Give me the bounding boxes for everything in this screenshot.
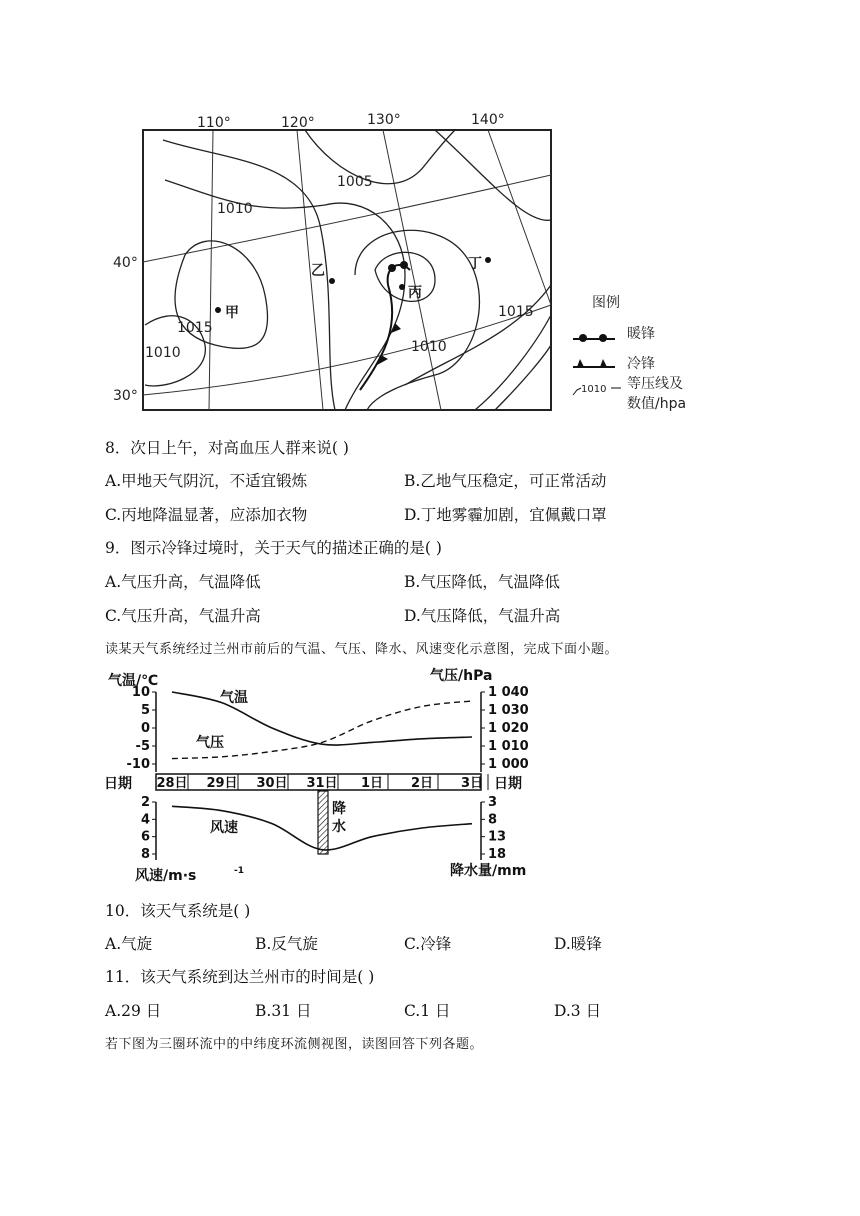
option-9d[interactable]: D.气压降低，气温升高 (404, 607, 561, 625)
legend-isobar-label: 数值/hpa (627, 396, 687, 412)
question-8-stem: 8．次日上午，对高血压人群来说( ) (105, 439, 349, 457)
option-11c[interactable]: C.1 日 (404, 1002, 451, 1020)
date-axis-label-right: 日期 (494, 776, 522, 792)
place-label-bing: 丙 (408, 285, 422, 301)
meridian-110 (209, 130, 213, 410)
bar-label-char2: 水 (332, 819, 346, 835)
axis-tick-label: 18 (488, 847, 507, 862)
precip-axis-label: 降水量/mm (450, 863, 527, 879)
legend-title: 图例 (592, 295, 620, 311)
option-9c[interactable]: C.气压升高，气温升高 (105, 607, 261, 625)
legend-warm-symbol (579, 334, 587, 342)
weather-chart (100, 660, 550, 885)
point-yi (329, 278, 335, 284)
precipitation-bar (318, 791, 328, 854)
axis-tick-label: 10 (131, 685, 150, 700)
option-10a[interactable]: A.气旋 (105, 935, 153, 953)
intro-paragraph-2: 读某天气系统经过兰州市前后的气温、气压、降水、风速变化示意图，完成下面小题。 (105, 642, 619, 657)
axis-tick-label: 4 (140, 812, 150, 828)
legend-cold-symbol (577, 359, 584, 367)
legend-isobar-label: 等压线及 (627, 376, 683, 392)
legend-cold-symbol (600, 359, 607, 367)
axis-tick-label: 2 (140, 795, 150, 810)
option-11b[interactable]: B.31 日 (255, 1002, 312, 1020)
lat-label: 30° (113, 388, 138, 404)
weather-map (105, 105, 715, 420)
lat-label: 40° (113, 255, 138, 271)
legend-cold-label: 冷锋 (627, 356, 655, 372)
axis-tick-label: 5 (140, 703, 150, 718)
axis-tick-label: -10 (126, 757, 150, 772)
point-ding (485, 257, 491, 263)
axis-tick-label: 13 (488, 829, 507, 845)
series-label-temp: 气温 (220, 690, 248, 706)
lon-label: 140° (471, 112, 505, 128)
question-9-stem: 9．图示冷锋过境时，关于天气的描述正确的是( ) (105, 539, 442, 557)
axis-tick-label: -5 (135, 739, 150, 754)
isobar-value: 1015 (177, 320, 213, 336)
axis-tick-label: 3 (488, 795, 498, 810)
legend-isobar-line (573, 388, 581, 395)
option-8b[interactable]: B.乙地气压稳定，可正常活动 (404, 472, 607, 490)
legend-warm-label: 暖锋 (627, 326, 655, 342)
place-label-jia: 甲 (225, 305, 239, 321)
place-label-ding: 丁 (468, 256, 482, 272)
option-11a[interactable]: A.29 日 (105, 1002, 162, 1020)
date-tick-label: 31日 (306, 776, 338, 791)
axis-tick-label: 1 040 (488, 685, 529, 700)
intro-paragraph-3: 若下图为三圈环流中的中纬度环流侧视图，读图回答下列各题。 (105, 1037, 484, 1052)
wind-axis-superscript: -1 (234, 866, 244, 876)
warm-front-symbol (400, 261, 408, 269)
date-tick-label: 1日 (360, 776, 384, 791)
question-11-stem: 11．该天气系统到达兰州市的时间是( ) (105, 968, 375, 986)
option-10b[interactable]: B.反气旋 (255, 935, 318, 953)
lon-label: 110° (197, 115, 231, 131)
date-tick-label: 3日 (460, 776, 484, 791)
option-11d[interactable]: D.3 日 (554, 1002, 602, 1020)
isobar-value: 1015 (498, 304, 534, 320)
isobars (145, 130, 551, 410)
axis-tick-label: 1 020 (488, 721, 529, 736)
wind-axis-label: 风速/m·s (135, 868, 197, 884)
map-frame (143, 130, 551, 410)
isobar-value: 1010 (145, 345, 181, 361)
axis-tick-label: 1 030 (488, 703, 529, 718)
isobar-value: 1010 (411, 339, 447, 355)
axis-tick-label: 0 (140, 721, 150, 736)
weather-chart-svg (100, 660, 550, 885)
legend-warm-symbol (599, 334, 607, 342)
option-8a[interactable]: A.甲地天气阴沉，不适宜锻炼 (105, 472, 308, 490)
axis-tick-label: 8 (488, 812, 498, 828)
lon-label: 120° (281, 115, 315, 131)
temp-axis-label: 气温/℃ (108, 673, 159, 689)
bar-label-char1: 降 (332, 801, 346, 817)
meridian-140 (488, 130, 551, 305)
axis-tick-label: 1 000 (488, 757, 529, 772)
point-bing (399, 284, 405, 290)
axis-tick-label: 6 (140, 829, 150, 845)
option-8d[interactable]: D.丁地雾霾加剧，宜佩戴口罩 (404, 506, 607, 524)
isobar-value: 1010 (217, 201, 253, 217)
cold-front-symbol (391, 323, 401, 333)
date-tick-label: 29日 (206, 776, 238, 791)
lon-label: 130° (367, 112, 401, 128)
series-label-wind: 风速 (210, 820, 238, 836)
isobar-value: 1005 (337, 174, 373, 190)
axis-tick-label: 1 010 (488, 739, 529, 754)
date-tick-label: 28日 (156, 776, 188, 791)
option-9a[interactable]: A.气压升高，气温降低 (105, 573, 261, 591)
date-tick-label: 2日 (410, 776, 434, 791)
parallel-30 (143, 305, 551, 395)
date-axis-label-left: 日期 (104, 776, 132, 792)
weather-map-svg (105, 105, 715, 420)
series-label-pressure: 气压 (196, 735, 224, 751)
pressure-axis-label: 气压/hPa (430, 668, 493, 684)
date-tick-label: 30日 (256, 776, 288, 791)
place-label-yi: 乙 (311, 263, 325, 279)
option-10d[interactable]: D.暖锋 (554, 935, 602, 953)
point-jia (215, 307, 221, 313)
legend-isobar-sample: 1010 (581, 384, 607, 395)
option-8c[interactable]: C.丙地降温显著，应添加衣物 (105, 506, 308, 524)
option-10c[interactable]: C.冷锋 (404, 935, 452, 953)
option-9b[interactable]: B.气压降低，气温降低 (404, 573, 560, 591)
question-10-stem: 10．该天气系统是( ) (105, 902, 251, 920)
axis-tick-label: 8 (140, 847, 150, 862)
warm-front-symbol (388, 264, 396, 272)
